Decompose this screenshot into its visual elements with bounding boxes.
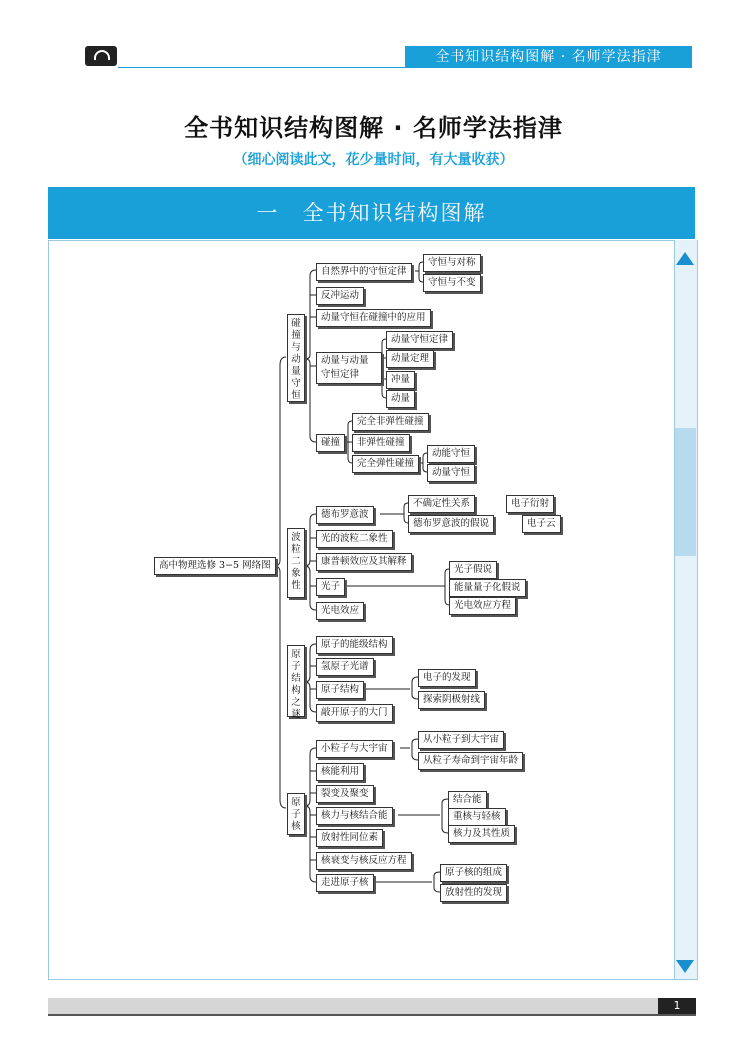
branch-nucleus: 原子核: [287, 793, 305, 835]
node-particles-universe: 小粒子与大宇宙: [316, 740, 393, 758]
node-recoil: 反冲运动: [316, 287, 364, 305]
node-perfectly-inelastic: 完全非弹性碰撞: [352, 413, 429, 431]
page-title: 全书知识结构图解 · 名师学法指津: [184, 114, 563, 142]
node-momentum-theorem: 动量定理: [386, 350, 434, 368]
node-conservation-symmetry: 守恒与对称: [423, 254, 481, 272]
node-atomic-structure: 原子结构: [316, 681, 364, 699]
node-kinetic-energy-conserved: 动能守恒: [427, 445, 475, 463]
node-binding-energy: 结合能: [448, 791, 487, 809]
node-nuclear-force: 核力与核结合能: [316, 807, 393, 825]
mindmap-root: 高中物理选修 3−5 网络图: [154, 557, 276, 575]
branch-wave-particle: 波粒二象性: [287, 528, 305, 598]
footer-bar: [48, 998, 658, 1014]
node-de-broglie-hypothesis: 德布罗意波的假说: [408, 515, 494, 533]
node-nucleus-composition: 原子核的组成: [440, 864, 507, 882]
node-conservation-invariance: 守恒与不变: [423, 274, 481, 292]
node-photoelectric-effect: 光电效应: [316, 602, 364, 620]
node-fission-fusion: 裂变及聚变: [316, 785, 374, 803]
node-hydrogen-spectrum: 氢原子光谱: [316, 658, 374, 676]
node-photoelectric-equation: 光电效应方程: [449, 597, 516, 615]
node-force-properties: 核力及其性质: [448, 825, 515, 843]
node-electron-diffraction: 电子衍射: [506, 495, 554, 513]
node-lifetime-to-age: 从粒子寿命到宇宙年龄: [418, 752, 523, 770]
node-electron-cloud: 电子云: [522, 515, 561, 533]
node-decay-reaction: 核衰变与核反应方程: [316, 852, 412, 870]
page-subtitle: （细心阅读此文，花少量时间，有大量收获）: [233, 152, 514, 168]
node-nuclear-energy: 核能利用: [316, 763, 364, 781]
node-energy-levels: 原子的能级结构: [316, 636, 393, 654]
header-banner: 全书知识结构图解 · 名师学法指津: [405, 46, 692, 68]
branch-collision-momentum: 碰撞与动量守恒: [287, 314, 305, 402]
page-number: 1: [658, 998, 696, 1014]
node-electron-discovery: 电子的发现: [418, 669, 476, 687]
node-momentum-conservation: 动量守恒定律: [386, 331, 453, 349]
node-open-atom: 敲开原子的大门: [316, 704, 393, 722]
node-heavy-light-nuclei: 重核与轻核: [448, 808, 506, 826]
section-heading: 一 全书知识结构图解: [48, 187, 695, 239]
node-photon-hypothesis: 光子假说: [449, 561, 497, 579]
node-compton: 康普顿效应及其解释: [316, 553, 412, 571]
node-momentum: 动量: [386, 390, 415, 408]
node-momentum-conserved: 动量守恒: [427, 464, 475, 482]
node-elastic: 完全弹性碰撞: [352, 455, 419, 473]
branch-atomic-structure: 原子结构之谜: [287, 645, 305, 717]
node-cathode-rays: 探索阴极射线: [418, 691, 485, 709]
node-quantization: 能量量子化假说: [449, 579, 526, 597]
node-momentum-law: 动量与动量守恒定律: [316, 352, 382, 384]
node-impulse: 冲量: [386, 371, 415, 389]
node-conservation-laws: 自然界中的守恒定律: [316, 263, 412, 281]
node-inelastic: 非弹性碰撞: [352, 434, 410, 452]
node-into-nucleus: 走进原子核: [316, 874, 374, 892]
node-uncertainty: 不确定性关系: [408, 495, 475, 513]
node-small-to-universe: 从小粒子到大宇宙: [418, 731, 504, 749]
node-radioactivity-discovery: 放射性的发现: [440, 884, 507, 902]
footer-rule: [48, 1014, 696, 1016]
node-light-duality: 光的波粒二象性: [316, 530, 393, 548]
node-momentum-in-collision: 动量守恒在碰撞中的应用: [316, 309, 431, 327]
node-photon: 光子: [316, 578, 345, 596]
node-isotopes: 放射性同位素: [316, 829, 383, 847]
node-collision: 碰撞: [316, 434, 345, 452]
node-de-broglie-wave: 德布罗意波: [316, 506, 374, 524]
